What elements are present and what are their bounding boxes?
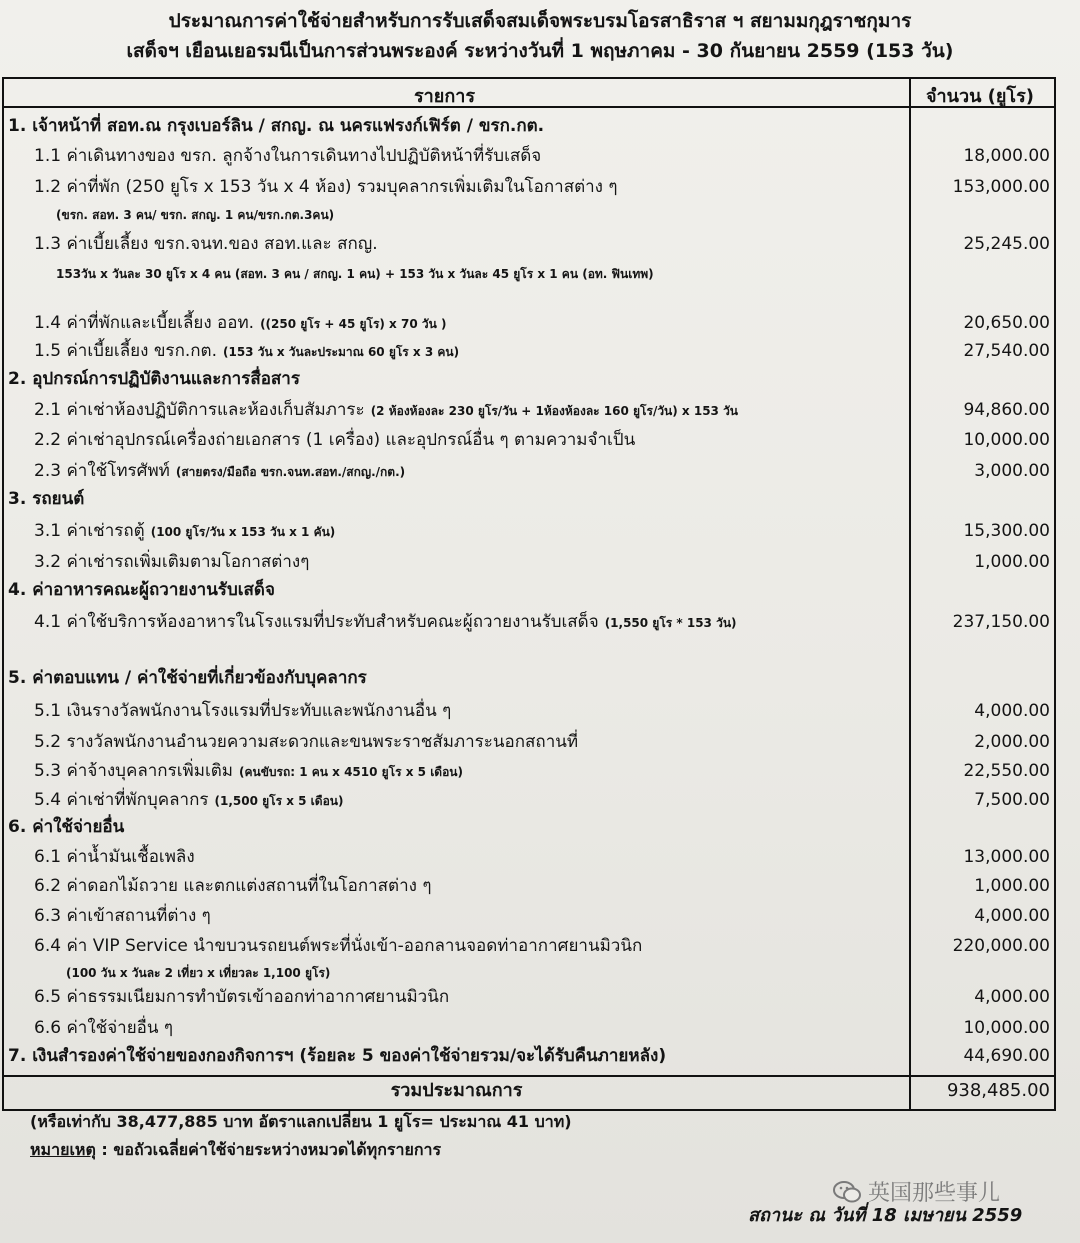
row-amount: 20,650.00 — [963, 313, 1050, 333]
item-description — [34, 229, 378, 259]
row-text: 1. เจ้าหน้าที่ สอท.ณ กรุงเบอร์ลิน / สกญ. ณ นครแฟรงก์เฟิร์ต / ขรก.กต. — [8, 116, 545, 136]
item-description — [34, 395, 738, 426]
table-row — [4, 484, 1058, 514]
table-row — [4, 308, 1058, 338]
section-heading — [8, 484, 84, 514]
header-divider — [4, 106, 1054, 108]
table-row — [4, 607, 1058, 637]
row-note: (สายตรง/มือถือ ขรก.จนท.สอท./สกญ./กต.) — [175, 465, 406, 479]
row-text: 1.4 ค่าที่พักและเบี้ยเลี้ยง ออท. — [34, 313, 255, 333]
row-amount: 22,550.00 — [963, 761, 1050, 781]
item-description — [34, 425, 635, 455]
row-text: 5. ค่าตอบแทน / ค่าใช้จ่ายที่เกี่ยวข้องกับบุคลากร — [8, 668, 367, 688]
table-row — [4, 336, 1058, 366]
header-amount: จำนวน (ยูโร) — [926, 86, 1034, 107]
row-note: (153 วัน x วันละประมาณ 60 ยูโร x 3 คน) — [223, 345, 460, 359]
row-text: 2. อุปกรณ์การปฏิบัติงานและการสื่อสาร — [8, 369, 300, 389]
item-description — [34, 727, 578, 757]
row-text: 1.3 ค่าเบี้ยเลี้ยง ขรก.จนท.ของ สอท.และ สกญ. — [34, 234, 378, 254]
row-text: 6.4 ค่า VIP Service นำขบวนรถยนต์พระที่นั่งเข้า-ออกลานจอดท่าอากาศยานมิวนิก — [34, 936, 643, 956]
row-note: (1,550 ยูโร * 153 วัน) — [604, 616, 737, 630]
table-row — [4, 901, 1058, 931]
row-amount: 10,000.00 — [963, 1018, 1050, 1038]
item-description — [34, 141, 541, 171]
row-text: 6.5 ค่าธรรมเนียมการทำบัตรเข้าออกท่าอากาศยานมิวนิก — [34, 987, 450, 1007]
section-heading — [8, 812, 124, 842]
row-amount: 3,000.00 — [974, 461, 1050, 481]
table-row — [4, 516, 1058, 546]
table-row — [4, 871, 1058, 901]
row-amount: 18,000.00 — [963, 146, 1050, 166]
row-amount: 94,860.00 — [963, 400, 1050, 420]
table-row — [4, 395, 1058, 425]
row-text: 4. ค่าอาหารคณะผู้ถวายงานรับเสด็จ — [8, 580, 275, 600]
table-row — [4, 982, 1058, 1012]
row-amount: 153,000.00 — [952, 177, 1050, 197]
row-amount: 1,000.00 — [974, 552, 1050, 572]
row-text: 1.2 ค่าที่พัก (250 ยูโร x 153 วัน x 4 ห้อง) รวมบุคลากรเพิ่มเติมในโอกาสต่าง ๆ — [34, 177, 618, 197]
table-row — [4, 812, 1058, 842]
item-description — [34, 1013, 173, 1043]
item-description — [34, 982, 449, 1012]
row-text: 2.2 ค่าเช่าอุปกรณ์เครื่องถ่ายเอกสาร (1 เครื่อง) และอุปกรณ์อื่น ๆ ตามความจำเป็น — [34, 430, 636, 450]
row-text: 3. รถยนต์ — [8, 489, 85, 509]
table-row — [4, 727, 1058, 757]
remark-label: หมายเหตุ — [30, 1140, 96, 1159]
row-text: 6.6 ค่าใช้จ่ายอื่น ๆ — [34, 1018, 174, 1038]
row-text: 6.3 ค่าเข้าสถานที่ต่าง ๆ — [34, 906, 211, 926]
table-row — [4, 172, 1058, 202]
item-description — [34, 336, 459, 367]
row-text: 6.2 ค่าดอกไม้ถวาย และตกแต่งสถานที่ในโอกาสต่าง ๆ — [34, 876, 432, 896]
row-text: 1.1 ค่าเดินทางของ ขรก. ลูกจ้างในการเดินทางไปปฏิบัติหน้าที่รับเสด็จ — [34, 146, 542, 166]
item-description — [34, 547, 309, 577]
item-description — [34, 756, 463, 787]
row-amount: 4,000.00 — [974, 701, 1050, 721]
table-row — [4, 547, 1058, 577]
row-text: 6.1 ค่าน้ำมันเชื้อเพลิง — [34, 847, 195, 867]
item-description — [34, 308, 446, 339]
status-date: สถานะ ณ วันที่ 18 เมษายน 2559 — [748, 1205, 1023, 1226]
row-text: 5.2 รางวัลพนักงานอำนวยความสะดวกและขนพระราชสัมภาระนอกสถานที่ — [34, 732, 579, 752]
row-amount: 237,150.00 — [952, 612, 1050, 632]
exchange-note: (หรือเท่ากับ 38,477,885 บาท อัตราแลกเปลี่ยน 1 ยูโร= ประมาณ 41 บาท) — [30, 1112, 572, 1131]
watermark-text: 英国那些事儿 — [868, 1181, 1001, 1206]
section-heading — [8, 364, 300, 394]
item-description — [34, 172, 618, 202]
row-note: (คนขับรถ: 1 คน x 4510 ยูโร x 5 เดือน) — [239, 765, 463, 779]
row-note: (100 ยูโร/วัน x 153 วัน x 1 คัน) — [150, 525, 336, 539]
table-row — [4, 663, 1058, 693]
expense-table — [2, 77, 1056, 1111]
row-amount: 15,300.00 — [963, 521, 1050, 541]
row-note: ((250 ยูโร + 45 ยูโร) x 70 วัน ) — [260, 317, 447, 331]
subline-1-2: (ขรก. สอท. 3 คน/ ขรก. สกญ. 1 คน/ขรก.กต.3คน) — [56, 208, 335, 222]
row-text: 5.4 ค่าเช่าที่พักบุคลากร — [34, 790, 209, 810]
section-heading — [8, 575, 275, 605]
table-row — [4, 1041, 1058, 1071]
item-description — [34, 696, 451, 726]
row-text: 4.1 ค่าใช้บริการห้องอาหารในโรงแรมที่ประทับสำหรับคณะผู้ถวายงานรับเสด็จ — [34, 612, 599, 632]
header-items: รายการ — [414, 86, 475, 107]
row-text: 2.1 ค่าเช่าห้องปฏิบัติการและห้องเก็บสัมภาระ — [34, 400, 365, 420]
document-title-line-2: เสด็จฯ เยือนเยอรมนีเป็นการส่วนพระองค์ ระหว่างวันที่ 1 พฤษภาคม - 30 กันยายน 2559 (153 วัน) — [126, 40, 954, 62]
row-amount: 220,000.00 — [952, 936, 1050, 956]
total-row — [4, 1077, 1058, 1107]
table-row — [4, 425, 1058, 455]
item-description — [34, 871, 431, 901]
section-heading — [8, 1041, 666, 1071]
table-row — [4, 1013, 1058, 1043]
table-row — [4, 842, 1058, 872]
row-amount: 27,540.00 — [963, 341, 1050, 361]
row-amount: 13,000.00 — [963, 847, 1050, 867]
remark-text: : ขอถัวเฉลี่ยค่าใช้จ่ายระหว่างหมวดได้ทุกรายการ — [95, 1140, 442, 1159]
remark-line — [30, 1138, 441, 1163]
row-amount: 7,500.00 — [974, 790, 1050, 810]
table-row — [4, 141, 1058, 171]
row-amount: 2,000.00 — [974, 732, 1050, 752]
row-amount: 4,000.00 — [974, 906, 1050, 926]
row-text: 2.3 ค่าใช้โทรศัพท์ — [34, 461, 170, 481]
table-row — [4, 931, 1058, 961]
item-description — [34, 901, 211, 931]
table-row — [4, 111, 1058, 141]
section-heading — [8, 663, 367, 693]
item-description — [34, 456, 405, 487]
row-text: 3.2 ค่าเช่ารถเพิ่มเติมตามโอกาสต่างๆ — [34, 552, 310, 572]
row-text: 7. เงินสำรองค่าใช้จ่ายของกองกิจการฯ (ร้อยละ 5 ของค่าใช้จ่ายรวม/จะได้รับคืนภายหลัง) — [8, 1046, 667, 1066]
subline-1-3: 153วัน x วันละ 30 ยูโร x 4 คน (สอท. 3 คน / สกญ. 1 คน) + 153 วัน x วันละ 45 ยูโร x 1 คน (อท. ฟินเทพ) — [56, 267, 654, 281]
total-label: รวมประมาณการ — [390, 1080, 523, 1101]
item-description — [34, 842, 195, 872]
item-description — [34, 607, 737, 638]
table-row — [4, 229, 1058, 259]
table-row — [4, 696, 1058, 726]
table-row — [4, 756, 1058, 786]
document-title-line-1: ประมาณการค่าใช้จ่ายสำหรับการรับเสด็จสมเด็จพระบรมโอรสาธิราส ฯ สยามมกุฎราชกุมาร — [168, 10, 912, 32]
total-amount: 938,485.00 — [946, 1080, 1050, 1101]
row-text: 1.5 ค่าเบี้ยเลี้ยง ขรก.กต. — [34, 341, 217, 361]
row-amount: 1,000.00 — [974, 876, 1050, 896]
row-note: (2 ห้องห้องละ 230 ยูโร/วัน + 1ห้องห้องละ 160 ยูโร/วัน) x 153 วัน — [370, 404, 739, 418]
row-amount: 4,000.00 — [974, 987, 1050, 1007]
section-heading — [8, 111, 544, 141]
table-row — [4, 456, 1058, 486]
table-row — [4, 785, 1058, 815]
row-text: 6. ค่าใช้จ่ายอื่น — [8, 817, 125, 837]
row-text: 3.1 ค่าเช่ารถตู้ — [34, 521, 145, 541]
row-amount: 10,000.00 — [963, 430, 1050, 450]
subline-6-4: (100 วัน x วันละ 2 เที่ยว x เที่ยวละ 1,100 ยูโร) — [66, 966, 331, 980]
row-amount: 25,245.00 — [963, 234, 1050, 254]
row-note: (1,500 ยูโร x 5 เดือน) — [214, 794, 344, 808]
table-row — [4, 364, 1058, 394]
item-description — [34, 516, 335, 547]
row-amount: 44,690.00 — [963, 1046, 1050, 1066]
item-description — [34, 931, 642, 961]
row-text: 5.1 เงินรางวัลพนักงานโรงแรมที่ประทับและพนักงานอื่น ๆ — [34, 701, 452, 721]
row-text: 5.3 ค่าจ้างบุคลากรเพิ่มเติม — [34, 761, 233, 781]
table-row — [4, 575, 1058, 605]
